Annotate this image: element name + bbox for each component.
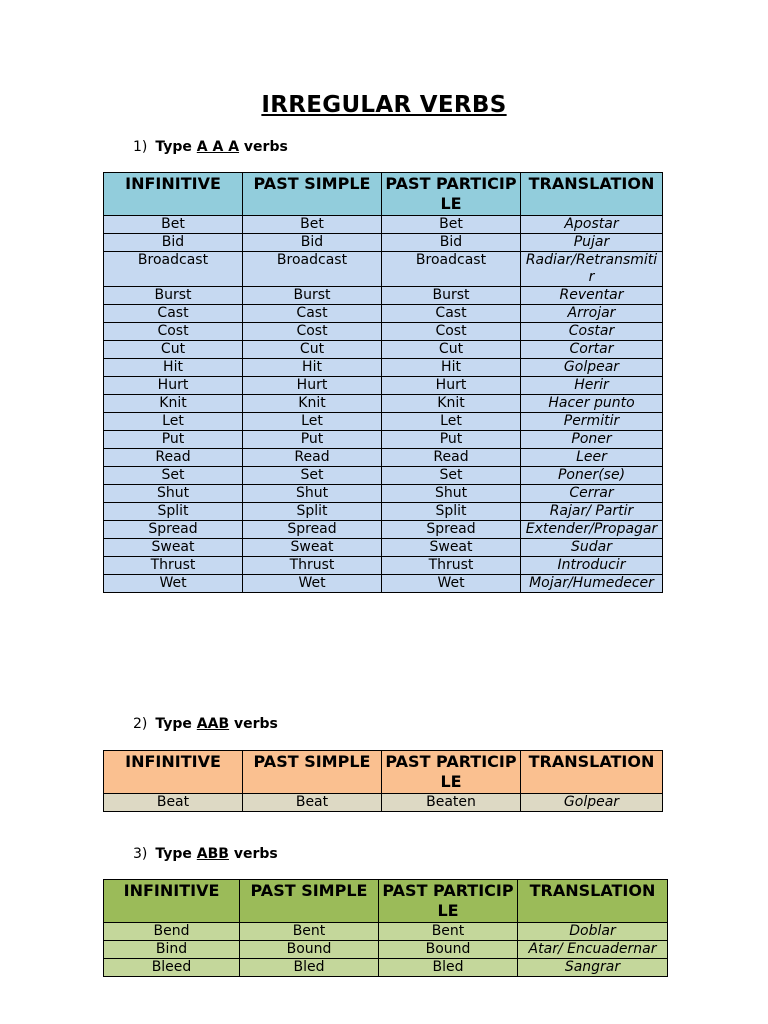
past-participle-cell: Bent: [379, 923, 518, 941]
translation-cell: Sangrar: [518, 959, 668, 977]
past-participle-cell: Burst: [382, 287, 521, 305]
past-simple-cell: Cost: [243, 323, 382, 341]
section-heading: 3) Type ABB verbs: [133, 846, 278, 862]
table-row: [104, 395, 663, 413]
infinitive-cell: Cost: [104, 323, 243, 341]
past-simple-cell: Hurt: [243, 377, 382, 395]
past-simple-cell: Bet: [243, 216, 382, 234]
infinitive-cell: Shut: [104, 485, 243, 503]
section-heading: 2) Type AAB verbs: [133, 716, 278, 732]
past-simple-cell: Burst: [243, 287, 382, 305]
past-participle-cell: Let: [382, 413, 521, 431]
infinitive-cell: Broadcast: [104, 252, 243, 287]
infinitive-cell: Hurt: [104, 377, 243, 395]
past-participle-cell: Shut: [382, 485, 521, 503]
column-header: PAST SIMPLE: [243, 173, 382, 216]
table-row: [104, 557, 663, 575]
translation-cell: Extender/Propagar: [521, 521, 663, 539]
translation-cell: Mojar/Humedecer: [521, 575, 663, 593]
past-participle-cell: Bid: [382, 234, 521, 252]
past-simple-cell: Let: [243, 413, 382, 431]
column-header: INFINITIVE: [104, 173, 243, 216]
table-row: [104, 575, 663, 593]
column-header: INFINITIVE: [104, 751, 243, 794]
table-row: [104, 252, 663, 287]
translation-cell: Golpear: [521, 794, 663, 812]
past-simple-cell: Sweat: [243, 539, 382, 557]
past-simple-cell: Knit: [243, 395, 382, 413]
past-participle-cell: Bled: [379, 959, 518, 977]
past-simple-cell: Thrust: [243, 557, 382, 575]
translation-cell: Herir: [521, 377, 663, 395]
past-participle-cell: Spread: [382, 521, 521, 539]
past-simple-cell: Spread: [243, 521, 382, 539]
infinitive-cell: Bid: [104, 234, 243, 252]
infinitive-cell: Let: [104, 413, 243, 431]
infinitive-cell: Bet: [104, 216, 243, 234]
table-row: [104, 216, 663, 234]
translation-cell: Poner(se): [521, 467, 663, 485]
verbs-table: [103, 879, 668, 977]
table-row: [104, 287, 663, 305]
translation-cell: Costar: [521, 323, 663, 341]
past-participle-cell: Knit: [382, 395, 521, 413]
infinitive-cell: Burst: [104, 287, 243, 305]
past-participle-cell: Put: [382, 431, 521, 449]
column-header: INFINITIVE: [104, 880, 240, 923]
verbs-table: [103, 172, 663, 593]
column-header: PAST PARTICIPLE: [382, 751, 521, 794]
section-heading: 1) Type A A A verbs: [133, 139, 288, 155]
infinitive-cell: Knit: [104, 395, 243, 413]
past-simple-cell: Shut: [243, 485, 382, 503]
column-header: PAST SIMPLE: [243, 751, 382, 794]
infinitive-cell: Bind: [104, 941, 240, 959]
table-row: [104, 323, 663, 341]
column-header: TRANSLATION: [521, 173, 663, 216]
past-participle-cell: Bound: [379, 941, 518, 959]
past-simple-cell: Broadcast: [243, 252, 382, 287]
past-participle-cell: Sweat: [382, 539, 521, 557]
table-row: [104, 503, 663, 521]
column-header: PAST PARTICIPLE: [382, 173, 521, 216]
past-simple-cell: Split: [243, 503, 382, 521]
infinitive-cell: Cast: [104, 305, 243, 323]
past-participle-cell: Hit: [382, 359, 521, 377]
table-row: [104, 359, 663, 377]
infinitive-cell: Wet: [104, 575, 243, 593]
translation-cell: Golpear: [521, 359, 663, 377]
infinitive-cell: Spread: [104, 521, 243, 539]
translation-cell: Atar/ Encuadernar: [518, 941, 668, 959]
past-participle-cell: Hurt: [382, 377, 521, 395]
table-row: [104, 794, 663, 812]
past-participle-cell: Cost: [382, 323, 521, 341]
infinitive-cell: Put: [104, 431, 243, 449]
infinitive-cell: Split: [104, 503, 243, 521]
table-row: [104, 449, 663, 467]
table-row: [104, 341, 663, 359]
column-header: PAST SIMPLE: [240, 880, 379, 923]
column-header: PAST PARTICIPLE: [379, 880, 518, 923]
past-participle-cell: Read: [382, 449, 521, 467]
table-row: [104, 539, 663, 557]
verbs-table: [103, 750, 663, 812]
table-header-row: [104, 173, 663, 216]
past-simple-cell: Bent: [240, 923, 379, 941]
table-row: [104, 485, 663, 503]
past-simple-cell: Beat: [243, 794, 382, 812]
infinitive-cell: Read: [104, 449, 243, 467]
past-simple-cell: Put: [243, 431, 382, 449]
table-row: [104, 959, 668, 977]
past-simple-cell: Cut: [243, 341, 382, 359]
past-participle-cell: Set: [382, 467, 521, 485]
translation-cell: Poner: [521, 431, 663, 449]
past-simple-cell: Hit: [243, 359, 382, 377]
translation-cell: Cortar: [521, 341, 663, 359]
table-row: [104, 234, 663, 252]
past-simple-cell: Bid: [243, 234, 382, 252]
past-simple-cell: Set: [243, 467, 382, 485]
table-row: [104, 467, 663, 485]
infinitive-cell: Hit: [104, 359, 243, 377]
past-participle-cell: Split: [382, 503, 521, 521]
table-row: [104, 305, 663, 323]
table-header-row: [104, 880, 668, 923]
column-header: TRANSLATION: [518, 880, 668, 923]
past-simple-cell: Bound: [240, 941, 379, 959]
past-simple-cell: Bled: [240, 959, 379, 977]
translation-cell: Radiar/Retransmitir: [521, 252, 663, 287]
past-participle-cell: Bet: [382, 216, 521, 234]
translation-cell: Permitir: [521, 413, 663, 431]
translation-cell: Cerrar: [521, 485, 663, 503]
translation-cell: Apostar: [521, 216, 663, 234]
table-row: [104, 521, 663, 539]
past-participle-cell: Beaten: [382, 794, 521, 812]
infinitive-cell: Cut: [104, 341, 243, 359]
past-simple-cell: Wet: [243, 575, 382, 593]
past-participle-cell: Cast: [382, 305, 521, 323]
table-row: [104, 413, 663, 431]
past-simple-cell: Read: [243, 449, 382, 467]
translation-cell: Reventar: [521, 287, 663, 305]
translation-cell: Doblar: [518, 923, 668, 941]
infinitive-cell: Sweat: [104, 539, 243, 557]
table-row: [104, 923, 668, 941]
past-participle-cell: Wet: [382, 575, 521, 593]
past-participle-cell: Cut: [382, 341, 521, 359]
infinitive-cell: Thrust: [104, 557, 243, 575]
infinitive-cell: Beat: [104, 794, 243, 812]
column-header: TRANSLATION: [521, 751, 663, 794]
translation-cell: Leer: [521, 449, 663, 467]
translation-cell: Pujar: [521, 234, 663, 252]
infinitive-cell: Set: [104, 467, 243, 485]
past-participle-cell: Thrust: [382, 557, 521, 575]
translation-cell: Hacer punto: [521, 395, 663, 413]
translation-cell: Rajar/ Partir: [521, 503, 663, 521]
translation-cell: Sudar: [521, 539, 663, 557]
past-simple-cell: Cast: [243, 305, 382, 323]
table-row: [104, 431, 663, 449]
page-title: IRREGULAR VERBS: [261, 92, 507, 118]
infinitive-cell: Bleed: [104, 959, 240, 977]
past-participle-cell: Broadcast: [382, 252, 521, 287]
translation-cell: Arrojar: [521, 305, 663, 323]
translation-cell: Introducir: [521, 557, 663, 575]
table-row: [104, 377, 663, 395]
table-row: [104, 941, 668, 959]
infinitive-cell: Bend: [104, 923, 240, 941]
table-header-row: [104, 751, 663, 794]
